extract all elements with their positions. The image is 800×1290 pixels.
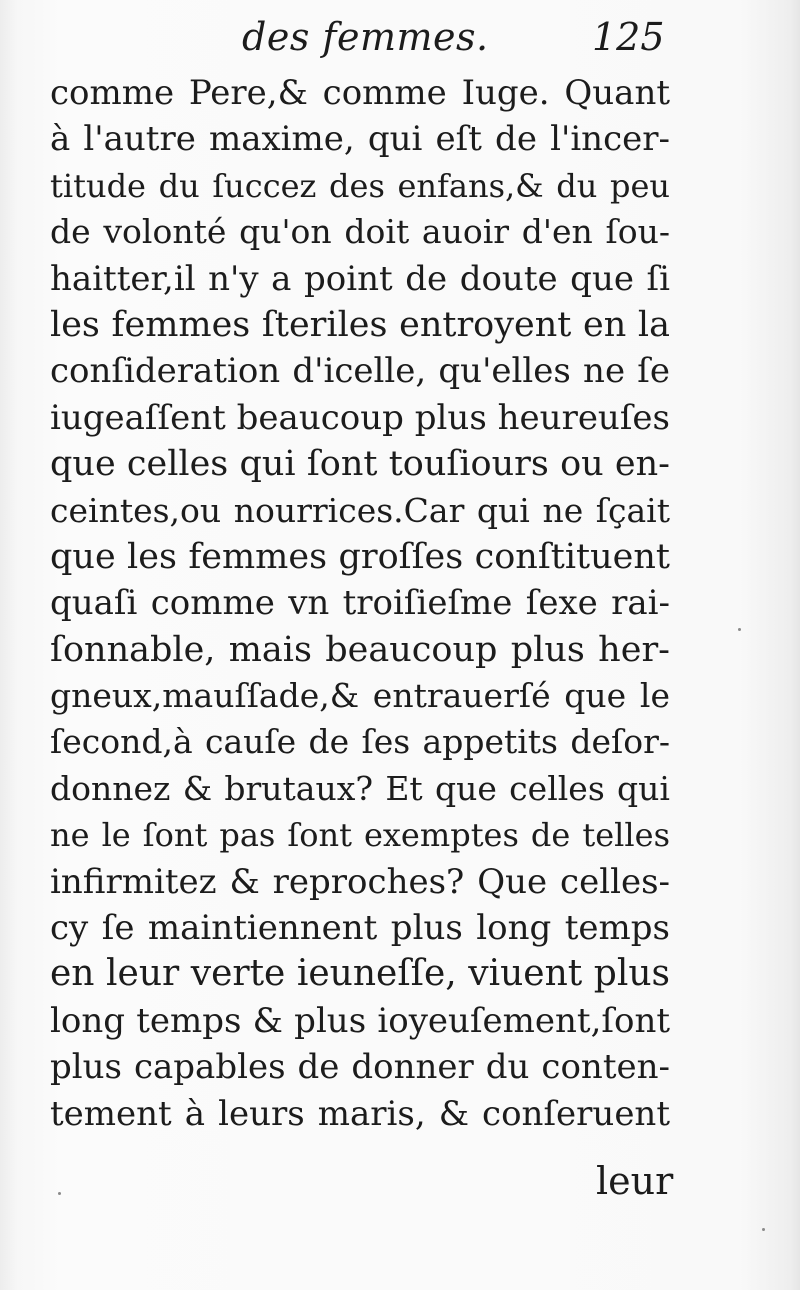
text-line: que les femmes groſſes conſtituent bbox=[50, 536, 670, 577]
text-line: à l'autre maxime, qui eſt de l'incer- bbox=[50, 119, 670, 160]
text-line: les femmes ſteriles entroyent en la bbox=[50, 304, 670, 345]
text-line: comme Pere,& comme Iuge. Quant bbox=[50, 73, 670, 113]
text-body bbox=[50, 70, 670, 1137]
paper-speck bbox=[58, 1192, 61, 1195]
text-line: iugeaſſent beaucoup plus heureuſes bbox=[50, 397, 670, 438]
text-line: conſideration d'icelle, qu'elles ne ſe bbox=[50, 351, 670, 392]
catchword: leur bbox=[596, 1159, 674, 1203]
text-line: ceintes,ou nourrices.Car qui ne ſçait bbox=[50, 490, 670, 530]
text-line: titude du ſuccez des enfans,& du peu bbox=[50, 166, 670, 205]
text-line: haitter,il n'y a point de doute que ſi bbox=[50, 258, 670, 299]
text-line: que celles qui ſont touſiours ou en- bbox=[50, 444, 670, 485]
text-line: quaſi comme vn troiſieſme ſexe rai- bbox=[50, 583, 670, 624]
text-line: gneux,mauſſade,& entrauerſé que le bbox=[50, 676, 670, 716]
text-line: long temps & plus ioyeuſement,ſont bbox=[50, 1000, 670, 1041]
text-line: donnez & brutaux? Et que celles qui bbox=[50, 768, 670, 808]
text-line: en leur verte ieuneſſe, viuent plus bbox=[50, 953, 670, 995]
text-line: de volonté qu'on doit auoir d'en ſou- bbox=[50, 212, 670, 252]
paper-speck bbox=[738, 628, 741, 631]
page-number: 125 bbox=[592, 15, 665, 59]
paper-speck bbox=[762, 1228, 765, 1231]
text-line: ſonnable, mais beaucoup plus her- bbox=[50, 629, 670, 670]
text-line: ſecond,à cauſe de ſes appetits deſor- bbox=[50, 722, 670, 762]
text-line: ne le ſont pas ſont exemptes de telles bbox=[50, 816, 670, 855]
text-line: plus capables de donner du conten- bbox=[50, 1047, 670, 1088]
running-title: des femmes. bbox=[242, 15, 489, 59]
text-line: cy ſe maintiennent plus long temps bbox=[50, 908, 670, 949]
text-line: infirmitez & reproches? Que celles- bbox=[50, 861, 670, 902]
text-line: tement à leurs maris, & conſeruent bbox=[50, 1093, 670, 1134]
